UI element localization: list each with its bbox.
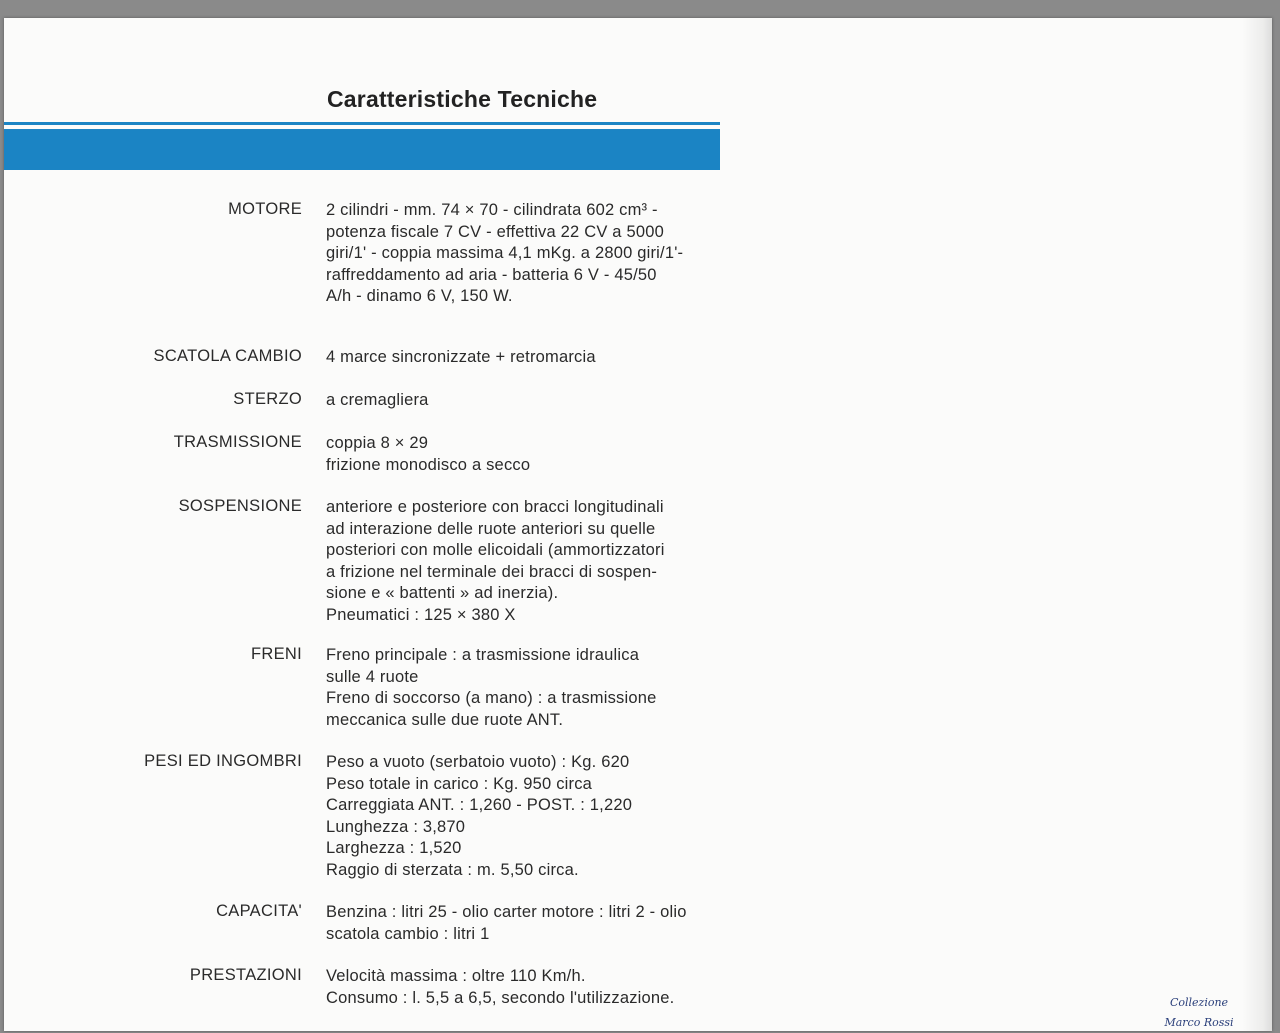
stamp-line-1: Collezione: [1169, 996, 1229, 1009]
spec-value: [326, 902, 746, 945]
stamp-line-2: Marco Rossi: [1164, 1016, 1234, 1029]
spec-label: PESI ED INGOMBRI: [144, 752, 302, 770]
spec-value-line: a cremagliera: [326, 391, 429, 409]
spec-value-line: Peso a vuoto (serbatoio vuoto) : Kg. 620: [326, 753, 630, 771]
page-edge-shadow: [1242, 18, 1272, 1031]
spec-value-line: A/h - dinamo 6 V, 150 W.: [326, 287, 513, 306]
spec-value: [326, 966, 746, 1009]
spec-value-line: ad interazione delle ruote anteriori su quelle: [326, 519, 656, 538]
spec-value-line: giri/1' - coppia massima 4,1 mKg. a 2800 giri/1'-: [326, 244, 684, 263]
collection-stamp: [1154, 993, 1244, 1033]
spec-value-line: posteriori con molle elicoidali (ammortizzatori: [326, 541, 665, 560]
spec-value: [326, 200, 746, 308]
spec-value-line: Benzina : litri 25 - olio carter motore : litri 2 - olio: [326, 903, 687, 921]
spec-value-line: Freno di soccorso (a mano) : a trasmissione: [326, 689, 657, 708]
spec-value: [326, 347, 746, 369]
spec-label: MOTORE: [228, 200, 302, 218]
header-stripe-thin: [4, 122, 720, 125]
spec-value: [326, 433, 746, 476]
spec-value-line: meccanica sulle due ruote ANT.: [326, 710, 564, 729]
spec-label: SCATOLA CAMBIO: [153, 347, 302, 365]
document-page: [4, 18, 1272, 1031]
spec-value-line: Carreggiata ANT. : 1,260 - POST. : 1,220: [326, 796, 633, 815]
page-title: Caratteristiche Tecniche: [327, 86, 598, 112]
spec-label: STERZO: [233, 390, 302, 408]
spec-value-line: Freno principale : a trasmissione idraulica: [326, 646, 640, 664]
spec-value-line: scatola cambio : litri 1: [326, 924, 490, 943]
spec-value-line: potenza fiscale 7 CV - effettiva 22 CV a 5000: [326, 222, 664, 241]
spec-value-line: Raggio di sterzata : m. 5,50 circa.: [326, 860, 579, 879]
spec-value-line: Peso totale in carico : Kg. 950 circa: [326, 774, 593, 793]
spec-value: [326, 390, 746, 412]
spec-value-line: a frizione nel terminale dei bracci di sospen-: [326, 562, 658, 581]
spec-label: FRENI: [251, 645, 302, 663]
spec-value: [326, 752, 746, 882]
spec-value-line: sione e « battenti » ad inerzia).: [326, 584, 559, 603]
spec-label: CAPACITA': [216, 902, 302, 920]
spec-value-line: Velocità massima : oltre 110 Km/h.: [326, 967, 586, 985]
spec-label: SOSPENSIONE: [178, 497, 302, 515]
spec-value-line: Pneumatici : 125 × 380 X: [326, 605, 516, 624]
spec-value-line: 2 cilindri - mm. 74 × 70 - cilindrata 602 cm³ -: [326, 201, 658, 219]
spec-value-line: 4 marce sincronizzate + retromarcia: [326, 348, 596, 366]
spec-label: PRESTAZIONI: [189, 966, 302, 984]
spec-label: TRASMISSIONE: [173, 433, 302, 451]
header-stripe: [4, 129, 720, 170]
spec-value-line: Consumo : l. 5,5 a 6,5, secondo l'utilizzazione.: [326, 988, 675, 1007]
spec-value-line: sulle 4 ruote: [326, 667, 419, 686]
spec-value: [326, 497, 746, 627]
spec-value-line: Lunghezza : 3,870: [326, 817, 466, 836]
spec-value-line: frizione monodisco a secco: [326, 455, 531, 474]
spec-value-line: Larghezza : 1,520: [326, 839, 462, 858]
spec-value-line: anteriore e posteriore con bracci longitudinali: [326, 498, 664, 516]
spec-value: [326, 645, 746, 731]
spec-value-line: raffreddamento ad aria - batteria 6 V - 45/50: [326, 265, 657, 284]
spec-value-line: coppia 8 × 29: [326, 434, 429, 452]
